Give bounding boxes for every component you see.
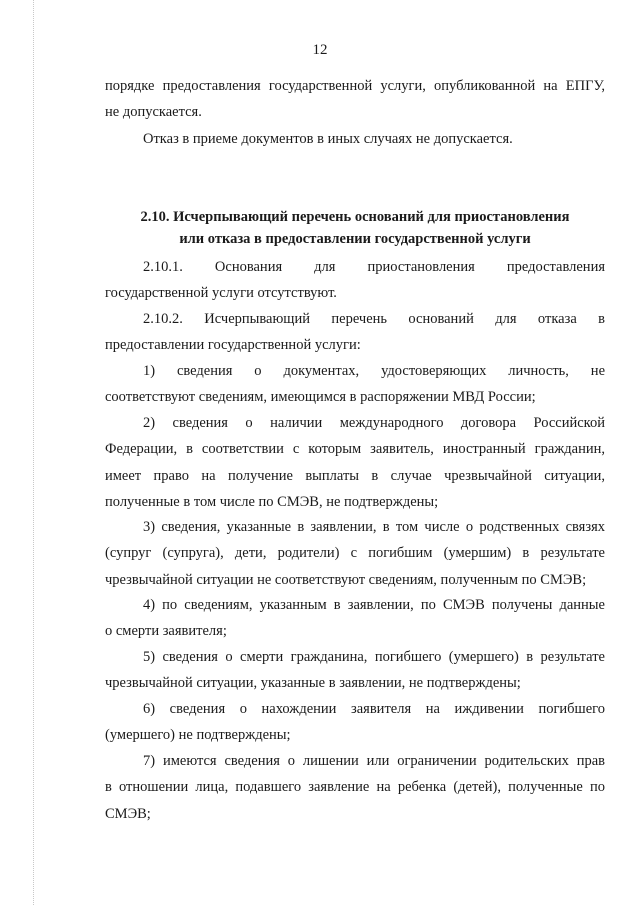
list-item-1-line-1: 1) сведения о документах, удостоверяющих личность, не: [143, 363, 605, 379]
section-heading-line-2: или отказа в предоставлении государственной услуги: [179, 231, 531, 247]
list-item-4-line-1: 4) по сведениям, указанным в заявлении, по СМЭВ получены данные: [143, 597, 605, 613]
list-item-3: [105, 514, 605, 593]
paragraph-2-10-2-rest: предоставлении государственной услуги:: [105, 337, 361, 354]
list-item-7-line-1: 7) имеются сведения о лишении или ограничении родительских прав: [143, 753, 605, 769]
paragraph-2-10-1-line-1: 2.10.1. Основания для приостановления предоставления: [143, 259, 605, 275]
list-item-1: [105, 358, 605, 411]
list-item-7-rest: в отношении лица, подавшего заявление на ребенка (детей), полученные по СМЭВ;: [105, 779, 605, 822]
list-item-4: [105, 592, 605, 645]
list-item-6: [105, 696, 605, 749]
paragraph-2-10-1: [105, 254, 605, 307]
list-item-1-rest: соответствуют сведениям, имеющимся в распоряжении МВД России;: [105, 389, 536, 406]
list-item-5: [105, 644, 605, 697]
intro-paragraph: [105, 73, 605, 126]
list-item-5-rest: чрезвычайной ситуации, указанные в заявлении, не подтверждены;: [105, 675, 521, 692]
list-item-5-line-1: 5) сведения о смерти гражданина, погибшего (умершего) в результате: [143, 649, 605, 665]
paragraph-2-10-1-rest: государственной услуги отсутствуют.: [105, 285, 337, 302]
section-heading: [105, 206, 605, 250]
paragraph-2-10-2-line-1: 2.10.2. Исчерпывающий перечень оснований для отказа в: [143, 311, 605, 327]
binding-margin-line: [33, 0, 34, 905]
list-item-2-line-1: 2) сведения о наличии международного договора Российской: [143, 415, 605, 431]
list-item-3-line-1: 3) сведения, указанные в заявлении, в том числе о родственных связях: [143, 519, 605, 535]
intro-line-2: не допускается.: [105, 104, 202, 121]
refusal-other-paragraph: [105, 126, 605, 152]
refusal-other-text: Отказ в приеме документов в иных случаях не допускается.: [143, 131, 513, 147]
list-item-6-line-1: 6) сведения о нахождении заявителя на иждивении погибшего: [143, 701, 605, 717]
list-item-2: [105, 410, 605, 516]
list-item-3-rest: (супруг (супруга), дети, родители) с погибшим (умершим) в результате чрезвычайной ситуации не соответствуют сведениям, полученным по СМЭВ;: [105, 545, 605, 588]
list-item-7: [105, 748, 605, 827]
list-item-4-rest: о смерти заявителя;: [105, 623, 227, 640]
intro-line-1: порядке предоставления государственной услуги, опубликованной на ЕПГУ,: [105, 78, 605, 94]
paragraph-2-10-2: [105, 306, 605, 359]
page-number: 12: [312, 42, 328, 58]
list-item-2-rest: Федерации, в соответствии с которым заявитель, иностранный гражданин, имеет право на получение выплаты в случае чрезвычайной ситуации, полученные в том числе по СМЭВ, не подтверждены;: [105, 441, 605, 511]
list-item-6-rest: (умершего) не подтверждены;: [105, 727, 291, 744]
section-heading-line-1: 2.10. Исчерпывающий перечень оснований для приостановления: [140, 209, 570, 225]
